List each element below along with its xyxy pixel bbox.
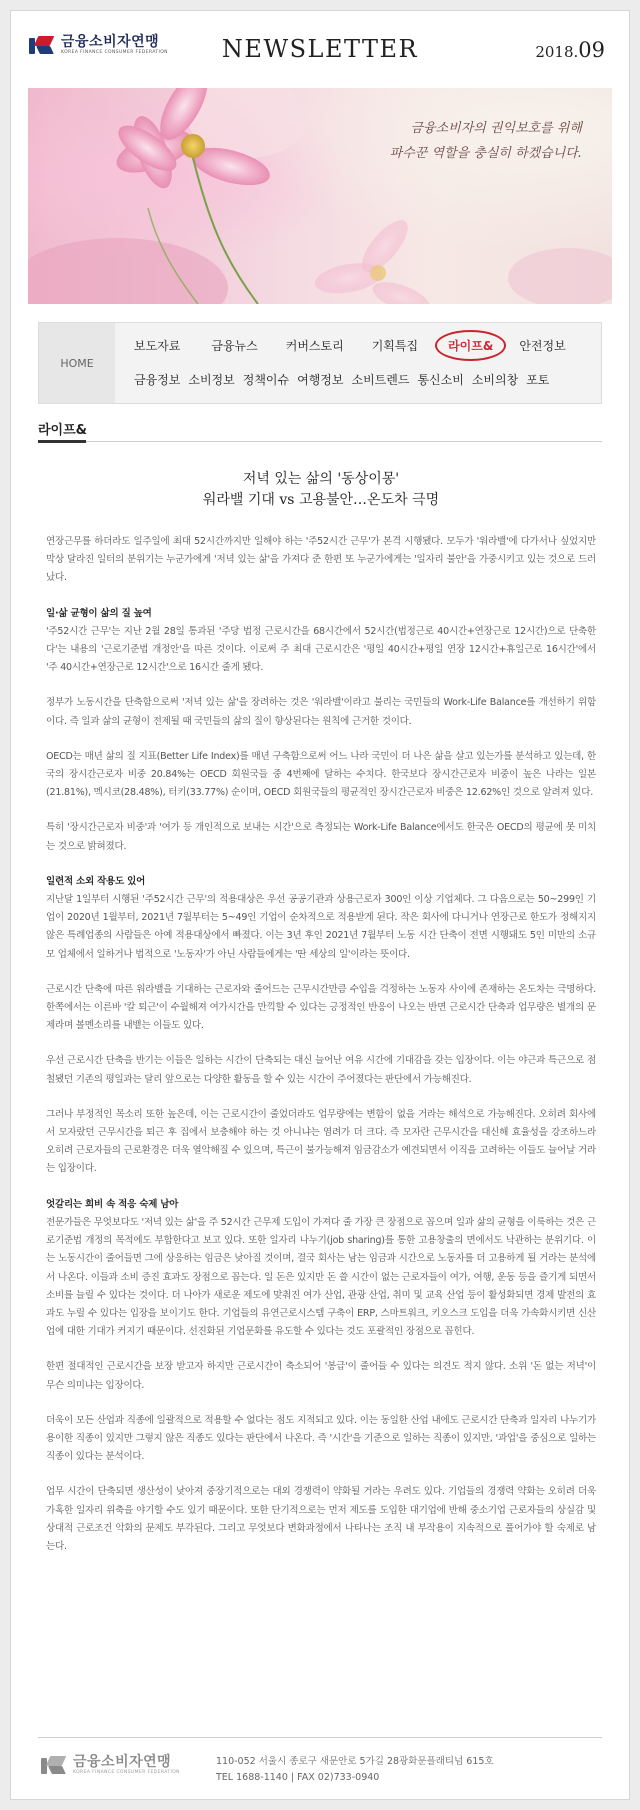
article-paragraph: 그러나 부정적인 목소리 또한 높은데, 이는 근로시간이 줄었더라도 업무량에는 변함이 없을 거라는 해석으로 가능해진다. 오히려 회사에서 모자랐던 근무시간을 퇴근 후 집에서 보충해야 하는 것 아니냐는 염려가 더 크다. 즉 모자란 근무시간을 대신해 효율성을 강조하느라 오히려 근로자들의 근로환경은 더욱 열악해질 수 있으며, 특근이 불가능해져 임금감소가 예견되면서 이직을 고려하는 이들도 늘어날 거라는 입장이다. [46,1108,596,1175]
header [11,11,629,77]
issue-date [535,38,605,62]
nav-finance-info[interactable]: 금융정보 [134,372,181,387]
org-name: 금융소비자연맹 [61,34,160,50]
article-title-line-1: 저녁 있는 삶의 '동상이몽' [242,471,400,487]
article-paragraph: 근로시간 단축에 따른 워라밸을 기대하는 근로자와 줄어드는 근무시간만큼 수입을 걱정하는 노동자 사이에 존재하는 온도차는 극명하다. 한쪽에서는 이른바 '칼 퇴근'이 수월해져 여가시간을 만끽할 수 있다는 긍정적인 반응이 나오는 반면 근로시간 단축과 업무량은 별개의 문제라며 볼멘소리를 내뱉는 이들도 있다. [46,983,596,1032]
nav-life[interactable] [448,337,493,354]
nav-consumer-trend[interactable]: 소비트렌드 [351,372,410,387]
article-paragraph: 우선 근로시간 단축을 반기는 이들은 일하는 시간이 단축되는 대신 늘어난 여유 시간에 기대감을 갖는 입장이다. 이는 야근과 특근으로 점철됐던 기존의 평일과는 달리 앞으로는 다양한 활동을 할 수 있는 시간이 주어졌다는 판단에서 가능해진다. [46,1055,596,1085]
newsletter-page [10,10,630,1800]
banner-line-1: 금융소비자의 권익보호를 위해 [410,121,582,136]
banner-copy [390,116,582,166]
article-paragraph: 연장근무를 하더라도 일주일에 최대 52시간까지만 일해야 하는 '주52시간 근무'가 본격 시행됐다. 모두가 '워라밸'에 다가서나 싶었지만 막상 달라진 일터의 분위기는 누군가에게 '저녁 있는 삶'을 가져다 준 한편 또 누군가에게는 '일자리 불안'을 가중시키고 있는 것으로 드러났다. [46,536,596,584]
article-paragraph: 정부가 노동시간을 단축함으로써 '저녁 있는 삶'을 장려하는 것은 '워라밸'이라고 불리는 국민들의 Work-Life Balance를 개선하기 위함이다. 즉 일과 삶의 균형이 전제될 때 국민들의 삶의 질이 향상된다는 원칙에 근거한 것이다. [46,697,596,727]
active-tab-highlight [435,330,506,361]
article-body [46,533,596,1573]
article-title [11,469,631,511]
footer-contact [216,1754,494,1786]
section-divider [38,441,602,442]
nav-telecom[interactable]: 통신소비 [417,372,464,387]
nav-row-2 [134,366,549,392]
home-link[interactable]: HOME [39,323,115,403]
nav-life-label: 라이프& [448,338,494,353]
org-eng-name: KOREA FINANCE CONSUMER FEDERATION [61,50,168,55]
nav-press-release[interactable]: 보도자료 [134,338,181,353]
nav-policy-issue[interactable]: 정책이슈 [242,372,290,387]
article-subheading: 일·삶 균형이 삶의 질 높여 [46,607,152,619]
footer-kfcf-logo-icon [41,1756,67,1776]
article-subheading: 엇갈리는 희비 속 적응 숙제 남아 [46,1198,179,1210]
issue-month: 09 [578,38,605,62]
footer-tel: TEL 1688-1140 [216,1772,288,1783]
hero-banner [28,88,612,304]
nav-consumer-window[interactable]: 소비의창 [471,372,519,387]
article-paragraph: 지난달 1일부터 시행된 '주52시간 근무'의 적용대상은 우선 공공기관과 상용근로자 300인 이상 기업체다. 그 다음으로는 50~299인 기업이 2020년 1월부터, 2021년 7월부터는 5~49인 기업이 순차적으로 적용받게 된다. 작은 회사에 다니거나 연장근로 한도가 정해지지 않은 특례업종의 사람들은 아예 적용대상에서 빠졌다. 이는 3년 후인 2021년 7월부터 노동 시간 단축이 전면 시행돼도 5인 미만의 소규모 업체에서 일하거나 법적으로 '노동자'가 아닌 사람들에게는 '딴 세상의 일'이라는 뜻이다. [46,894,596,960]
nav-row-1 [134,332,566,358]
article-paragraph: OECD는 매년 삶의 질 지표(Better Life Index)를 매년 구축함으로써 어느 나라 국민이 더 나은 삶을 살고 있는가를 분석하고 있는데, 한국의 장시간근로자 비중 20.84%는 OECD 회원국들 중 4번째에 달하는 수치다. 한국보다 장시간근로자 비중이 높은 나라는 일본(21.81%), 멕시코(28.48%), 터키(33.77%) 순이며, OECD 회원국들의 평균적인 장시간근로자 비중은 12.62%인 것으로 알려져 있다. [46,750,596,799]
nav-consumer-info[interactable]: 소비정보 [188,372,235,387]
footer-phone-line [216,1770,494,1786]
newsletter-title: NEWSLETTER [221,35,419,63]
article-paragraph: 더욱이 모든 산업과 직종에 일괄적으로 적용할 수 없다는 점도 지적되고 있다. 이는 동일한 산업 내에도 근로시간 단축과 일자리 나누기가 용이한 직종이 있지만 그렇지 않은 직종도 있다는 판단에서 나온다. 즉 '시간'을 기준으로 일하는 직종이 있지만, '과업'을 중심으로 일하는 직종이 있다는 분석이다. [46,1414,596,1463]
section-title: 라이프& [38,423,88,438]
section-underline [38,440,86,443]
nav-special-feature[interactable]: 기획특집 [371,338,419,353]
footer-sep: | [290,1772,295,1783]
article-paragraph: '주52시간 근무'는 지난 2월 28일 통과된 '주당 법정 근로시간을 68시간에서 52시간(법정근로 40시간+연장근로 12시간)으로 단축한다'는 내용의 '근로기준법 개정안'을 따른 것이다. 이로써 주 최대 근로시간은 '평일 40시간+평일 연장 12시간+휴일근로 16시간'에서 '주 40시간+연장근로 12시간'으로 16시간 줄게 됐다. [46,625,596,674]
article-paragraph: 한편 절대적인 근로시간을 보장 받고자 하지만 근로시간이 축소되어 '봉급'이 줄어들 수 있다는 의견도 적지 않다. 소위 '돈 없는 저녁'이 무슨 의미냐는 입장이다. [46,1361,596,1391]
nav-finance-news[interactable]: 금융뉴스 [211,338,258,353]
footer-divider [38,1737,602,1738]
article-title-line-2: 워라밸 기대 vs 고용불안…온도차 극명 [202,492,440,508]
banner-line-2: 파수꾼 역할을 충실히 하겠습니다. [389,146,582,161]
issue-year: 2018. [535,43,579,61]
footer-logo [41,1755,180,1776]
footer-address: 110-052 서울시 종로구 새문안로 5가길 28광화문플래티넘 615호 [216,1756,494,1767]
article-subheading: 일련적 소외 작용도 있어 [46,875,146,887]
footer-org-eng: KOREA FINANCE CONSUMER FEDERATION [73,1770,180,1775]
nav-cover-story[interactable]: 커버스토리 [285,338,344,353]
footer-org-name: 금융소비자연맹 [73,1754,172,1770]
main-nav [38,322,602,404]
footer-fax: FAX 02)733-0940 [297,1772,380,1783]
article-paragraph: 업무 시간이 단축되면 생산성이 낮아져 중장기적으로는 대외 경쟁력이 약화될 거라는 우려도 있다. 기업들의 경쟁력 약화는 오히려 더욱 가혹한 일자리 위축을 야기할 수도 있기 때문이다. 또한 단기적으로는 먼저 제도를 도입한 대기업에 반해 중소기업 근로자들의 상실감 및 상대적 근로조건 악화의 문제도 부각된다. 그리고 무엇보다 변화과정에서 나타나는 조직 내 부작용이 지속적으로 풀어가야 할 숙제로 남는다. [46,1486,596,1552]
article-paragraph: 전문가들은 무엇보다도 '저녁 있는 삶'을 주 52시간 근무제 도입이 가져다 줄 가장 큰 장점으로 꼽으며 일과 삶의 균형을 이룩하는 것은 근로기준법 개정의 목적에도 부합한다고 보고 있다. 또한 일자리 나누기(job sharing)를 통한 고용창출의 면에서도 낙관하는 분위기다. 이는 노동시간이 줄어들면 그에 상응하는 임금은 낮아질 것이며, 결국 회사는 남는 임금과 시간으로 노동자를 더 고용하게 될 거라는 분석에서 나온다. 이들과 소비 증진 효과도 장점으로 꼽는다. 일 돈은 있지만 돈 쓸 시간이 없는 근로자들이 여가, 여행, 운동 등을 즐기게 되면서 소비를 늘릴 수 있다는 것이다. 더 나아가 새로운 제도에 맞춰진 여가 산업, 관광 산업, 취미 및 교육 산업 등이 활성화되면 경제 발전의 효과도 누릴 수 있다는 입장을 보이기도 한다. 기업들의 유연근로시스템 구축이 ERP, 스마트워크, 키오스크 도입을 더욱 가속화시키면 신산업에 대한 기대가 커지기 때문이다. 선진화된 기업문화를 유도할 수 있다는 것도 포괄적인 장점으로 꼽힌다. [46,1216,596,1338]
nav-travel-info[interactable]: 여행정보 [297,372,344,387]
article-paragraph: 특히 '장시간근로자 비중'과 '여가 등 개인적으로 보내는 시간'으로 측정되는 Work-Life Balance에서도 한국은 OECD의 평균에 못 미치는 것으로 밝혀졌다. [46,822,596,852]
nav-safety-info[interactable]: 안전정보 [519,338,566,353]
nav-photo[interactable]: 포토 [526,372,550,387]
